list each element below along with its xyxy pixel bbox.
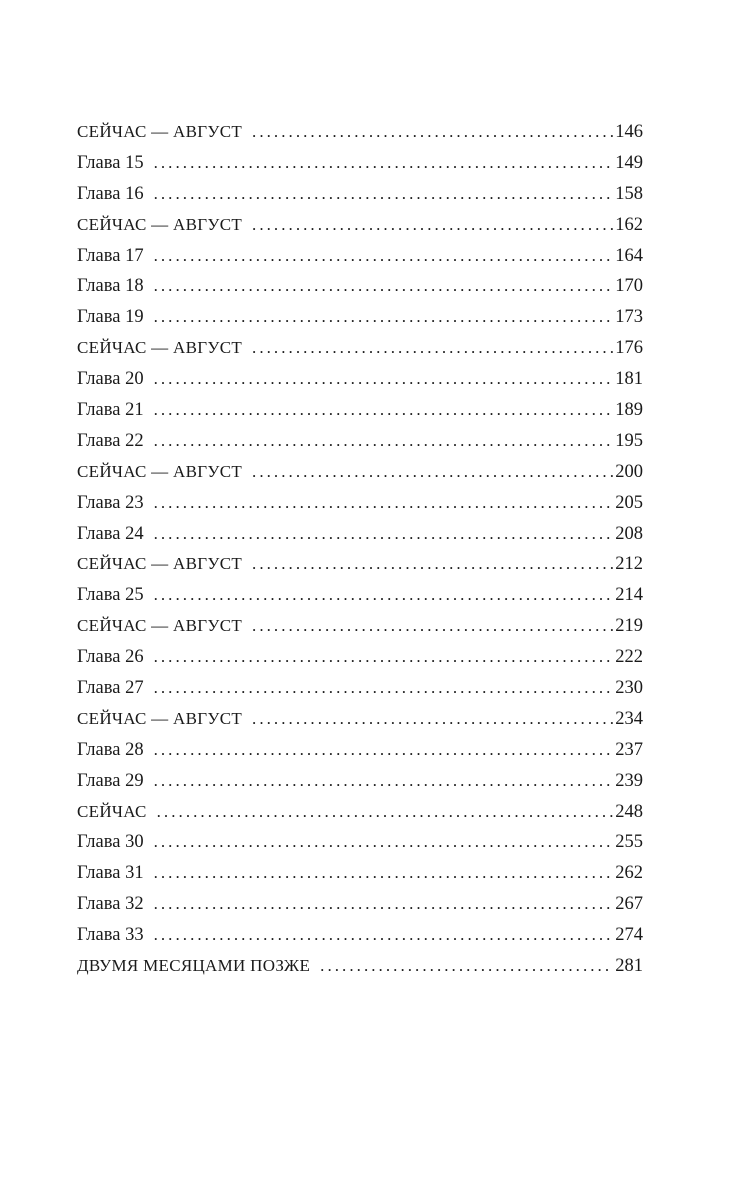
toc-entry-page: 214: [615, 585, 643, 606]
toc-entry-title: СЕЙЧАС — АВГУСТ: [77, 708, 243, 728]
dot-leader: [154, 889, 614, 920]
toc-entry-page: 200: [615, 461, 643, 482]
toc-entry: [77, 858, 643, 889]
toc-entry-title: Глава 15: [77, 152, 144, 173]
toc-entry: [77, 333, 643, 364]
toc-entry-title: Глава 21: [77, 400, 144, 421]
table-of-contents: [77, 117, 643, 982]
toc-entry: [77, 519, 643, 550]
toc-entry-page: 162: [615, 214, 643, 235]
dot-leader: [252, 333, 613, 364]
toc-entry-title: Глава 33: [77, 925, 144, 946]
toc-entry-title: СЕЙЧАС — АВГУСТ: [77, 214, 243, 234]
toc-entry-title: Глава 19: [77, 307, 144, 328]
toc-entry-page: 149: [615, 152, 643, 173]
toc-entry-page: 195: [615, 430, 643, 451]
toc-entry: [77, 889, 643, 920]
toc-entry-page: 212: [615, 554, 643, 575]
toc-entry-title: Глава 31: [77, 863, 144, 884]
toc-entry: [77, 827, 643, 858]
toc-entry: [77, 210, 643, 241]
dot-leader: [252, 117, 613, 148]
toc-entry-page: 189: [615, 400, 643, 421]
toc-entry: [77, 488, 643, 519]
dot-leader: [252, 210, 613, 241]
toc-entry: [77, 271, 643, 302]
toc-entry: [77, 735, 643, 766]
dot-leader: [154, 271, 614, 302]
toc-entry-page: 146: [615, 122, 643, 142]
toc-entry-page: 164: [615, 245, 643, 266]
toc-entry-title: Глава 26: [77, 647, 144, 668]
dot-leader: [154, 920, 614, 951]
toc-entry-page: 219: [615, 616, 643, 637]
toc-entry-page: 255: [615, 832, 643, 853]
toc-entry: [77, 457, 643, 488]
toc-entry-title: СЕЙЧАС — АВГУСТ: [77, 338, 243, 358]
toc-entry: [77, 766, 643, 797]
dot-leader: [154, 858, 614, 889]
toc-entry: [77, 704, 643, 735]
dot-leader: [154, 735, 614, 766]
toc-entry-page: 262: [615, 863, 643, 884]
dot-leader: [154, 766, 614, 797]
toc-entry: [77, 395, 643, 426]
toc-entry-page: 239: [615, 770, 643, 791]
dot-leader: [154, 827, 614, 858]
dot-leader: [154, 488, 614, 519]
dot-leader: [157, 797, 614, 828]
toc-entry-title: Глава 29: [77, 770, 144, 791]
toc-entry-page: 237: [615, 739, 643, 760]
toc-entry-title: Глава 16: [77, 183, 144, 204]
dot-leader: [154, 364, 614, 395]
dot-leader: [252, 457, 613, 488]
toc-entry: [77, 148, 643, 179]
toc-entry-title: Глава 20: [77, 369, 144, 390]
toc-entry-title: Глава 18: [77, 276, 144, 297]
toc-entry-page: 173: [615, 307, 643, 328]
toc-entry: [77, 580, 643, 611]
toc-entry: [77, 951, 643, 982]
toc-entry-page: 248: [615, 801, 643, 822]
toc-entry-title: СЕЙЧАС — АВГУСТ: [77, 461, 243, 481]
toc-entry-page: 274: [615, 925, 643, 946]
toc-entry-title: Глава 27: [77, 678, 144, 699]
toc-entry-title: СЕЙЧАС — АВГУСТ: [77, 122, 243, 141]
dot-leader: [252, 549, 613, 580]
toc-entry-title: Глава 28: [77, 739, 144, 760]
toc-entry-title: Глава 22: [77, 430, 144, 451]
dot-leader: [154, 148, 614, 179]
toc-entry: [77, 302, 643, 333]
dot-leader: [154, 395, 614, 426]
toc-entry-title: ДВУМЯ МЕСЯЦАМИ ПОЗЖЕ: [77, 956, 311, 976]
dot-leader: [154, 580, 614, 611]
dot-leader: [154, 642, 614, 673]
toc-entry-title: СЕЙЧАС: [77, 801, 147, 821]
toc-entry: [77, 364, 643, 395]
toc-entry-page: 222: [615, 647, 643, 668]
toc-entry-title: Глава 30: [77, 832, 144, 853]
toc-entry-page: 181: [615, 369, 643, 390]
dot-leader: [154, 241, 614, 272]
toc-entry: [77, 611, 643, 642]
toc-entry-title: Глава 32: [77, 894, 144, 915]
toc-entry-page: 205: [615, 492, 643, 513]
toc-entry-title: Глава 17: [77, 245, 144, 266]
toc-entry-title: Глава 23: [77, 492, 144, 513]
toc-entry-page: 170: [615, 276, 643, 297]
dot-leader: [154, 179, 614, 210]
toc-entry-title: СЕЙЧАС — АВГУСТ: [77, 616, 243, 636]
toc-entry-page: 281: [615, 956, 643, 977]
dot-leader: [154, 302, 614, 333]
toc-entry: [77, 673, 643, 704]
dot-leader: [154, 673, 614, 704]
toc-entry: [77, 797, 643, 828]
dot-leader: [154, 519, 614, 550]
dot-leader: [320, 951, 613, 982]
toc-entry-title: СЕЙЧАС — АВГУСТ: [77, 554, 243, 574]
toc-entry: [77, 642, 643, 673]
toc-entry-title: Глава 24: [77, 523, 144, 544]
dot-leader: [252, 611, 613, 642]
toc-entry: [77, 549, 643, 580]
toc-entry: [77, 241, 643, 272]
toc-entry-page: 208: [615, 523, 643, 544]
toc-entry: [77, 179, 643, 210]
dot-leader: [154, 426, 614, 457]
toc-entry-title: Глава 25: [77, 585, 144, 606]
dot-leader: [252, 704, 613, 735]
toc-entry: [77, 117, 643, 148]
toc-entry-page: 234: [615, 708, 643, 729]
toc-entry: [77, 920, 643, 951]
toc-entry: [77, 426, 643, 457]
toc-entry-page: 158: [615, 183, 643, 204]
toc-entry-page: 267: [615, 894, 643, 915]
toc-entry-page: 230: [615, 678, 643, 699]
toc-entry-page: 176: [615, 338, 643, 359]
